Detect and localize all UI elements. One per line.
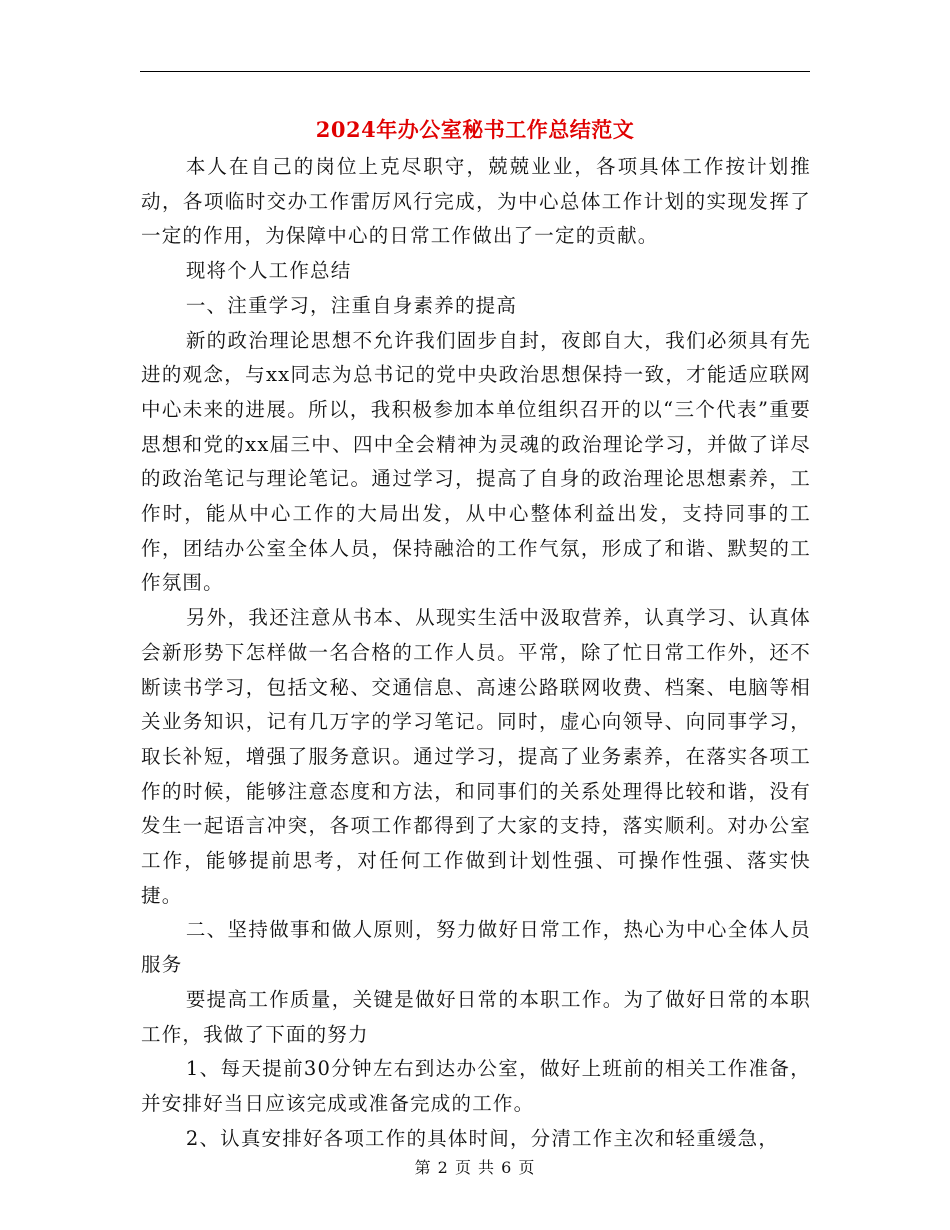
- list-item: 1、每天提前30分钟左右到达办公室，做好上班前的相关工作准备，并安排好当日应该完成或准备完成的工作。: [141, 1057, 811, 1115]
- section-heading: 二、坚持做事和做人原则，努力做好日常工作，热心为中心全体人员服务: [141, 918, 811, 977]
- paragraph: 新的政治理论思想不允许我们固步自封，夜郎自大，我们必须具有先进的观念，与xx同志为总书记的党中央政治思想保持一致，才能适应联网中心未来的进展。所以，我积极参加本单位组织召开的以“三个代表”重要思想和党的xx届三中、四中全会精神为灵魂的政治理论学习，并做了详尽的政治笔记与理论笔记。通过学习，提高了自身的政治理论思想素养，工作时，能从中心工作的大局出发，从中心整体利益出发，支持同事的工作，团结办公室全体人员，保持融洽的工作气氛，形成了和谐、默契的工作氛围。: [141, 328, 811, 595]
- page-footer: 第 2 页 共 6 页: [414, 1158, 536, 1177]
- header-rule: [140, 71, 810, 72]
- paragraph: 本人在自己的岗位上克尽职守，兢兢业业，各项具体工作按计划推动，各项临时交办工作雷厉风行完成，为中心总体工作计划的实现发挥了一定的作用，为保障中心的日常工作做出了一定的贡献。: [141, 155, 811, 248]
- list-item: 2、认真安排好各项工作的具体时间，分清工作主次和轻重缓急，: [185, 1126, 780, 1150]
- document-body: [141, 150, 811, 1156]
- document-title: 2024年办公室秘书工作总结范文: [315, 117, 635, 142]
- paragraph: 另外，我还注意从书本、从现实生活中汲取营养，认真学习、认真体会新形势下怎样做一名合格的工作人员。平常，除了忙日常工作外，还不断读书学习，包括文秘、交通信息、高速公路联网收费、档案、电脑等相关业务知识，记有几万字的学习笔记。同时，虚心向领导、向同事学习，取长补短，增强了服务意识。通过学习，提高了业务素养，在落实各项工作的时候，能够注意态度和方法，和同事们的关系处理得比较和谐，没有发生一起语言冲突，各项工作都得到了大家的支持，落实顺利。对办公室工作，能够提前思考，对任何工作做到计划性强、可操作性强、落实快捷。: [141, 606, 811, 907]
- paragraph: 要提高工作质量，关键是做好日常的本职工作。为了做好日常的本职工作，我做了下面的努力: [141, 987, 811, 1046]
- section-heading: 一、注重学习，注重自身素养的提高: [185, 293, 518, 317]
- paragraph: 现将个人工作总结: [185, 259, 352, 283]
